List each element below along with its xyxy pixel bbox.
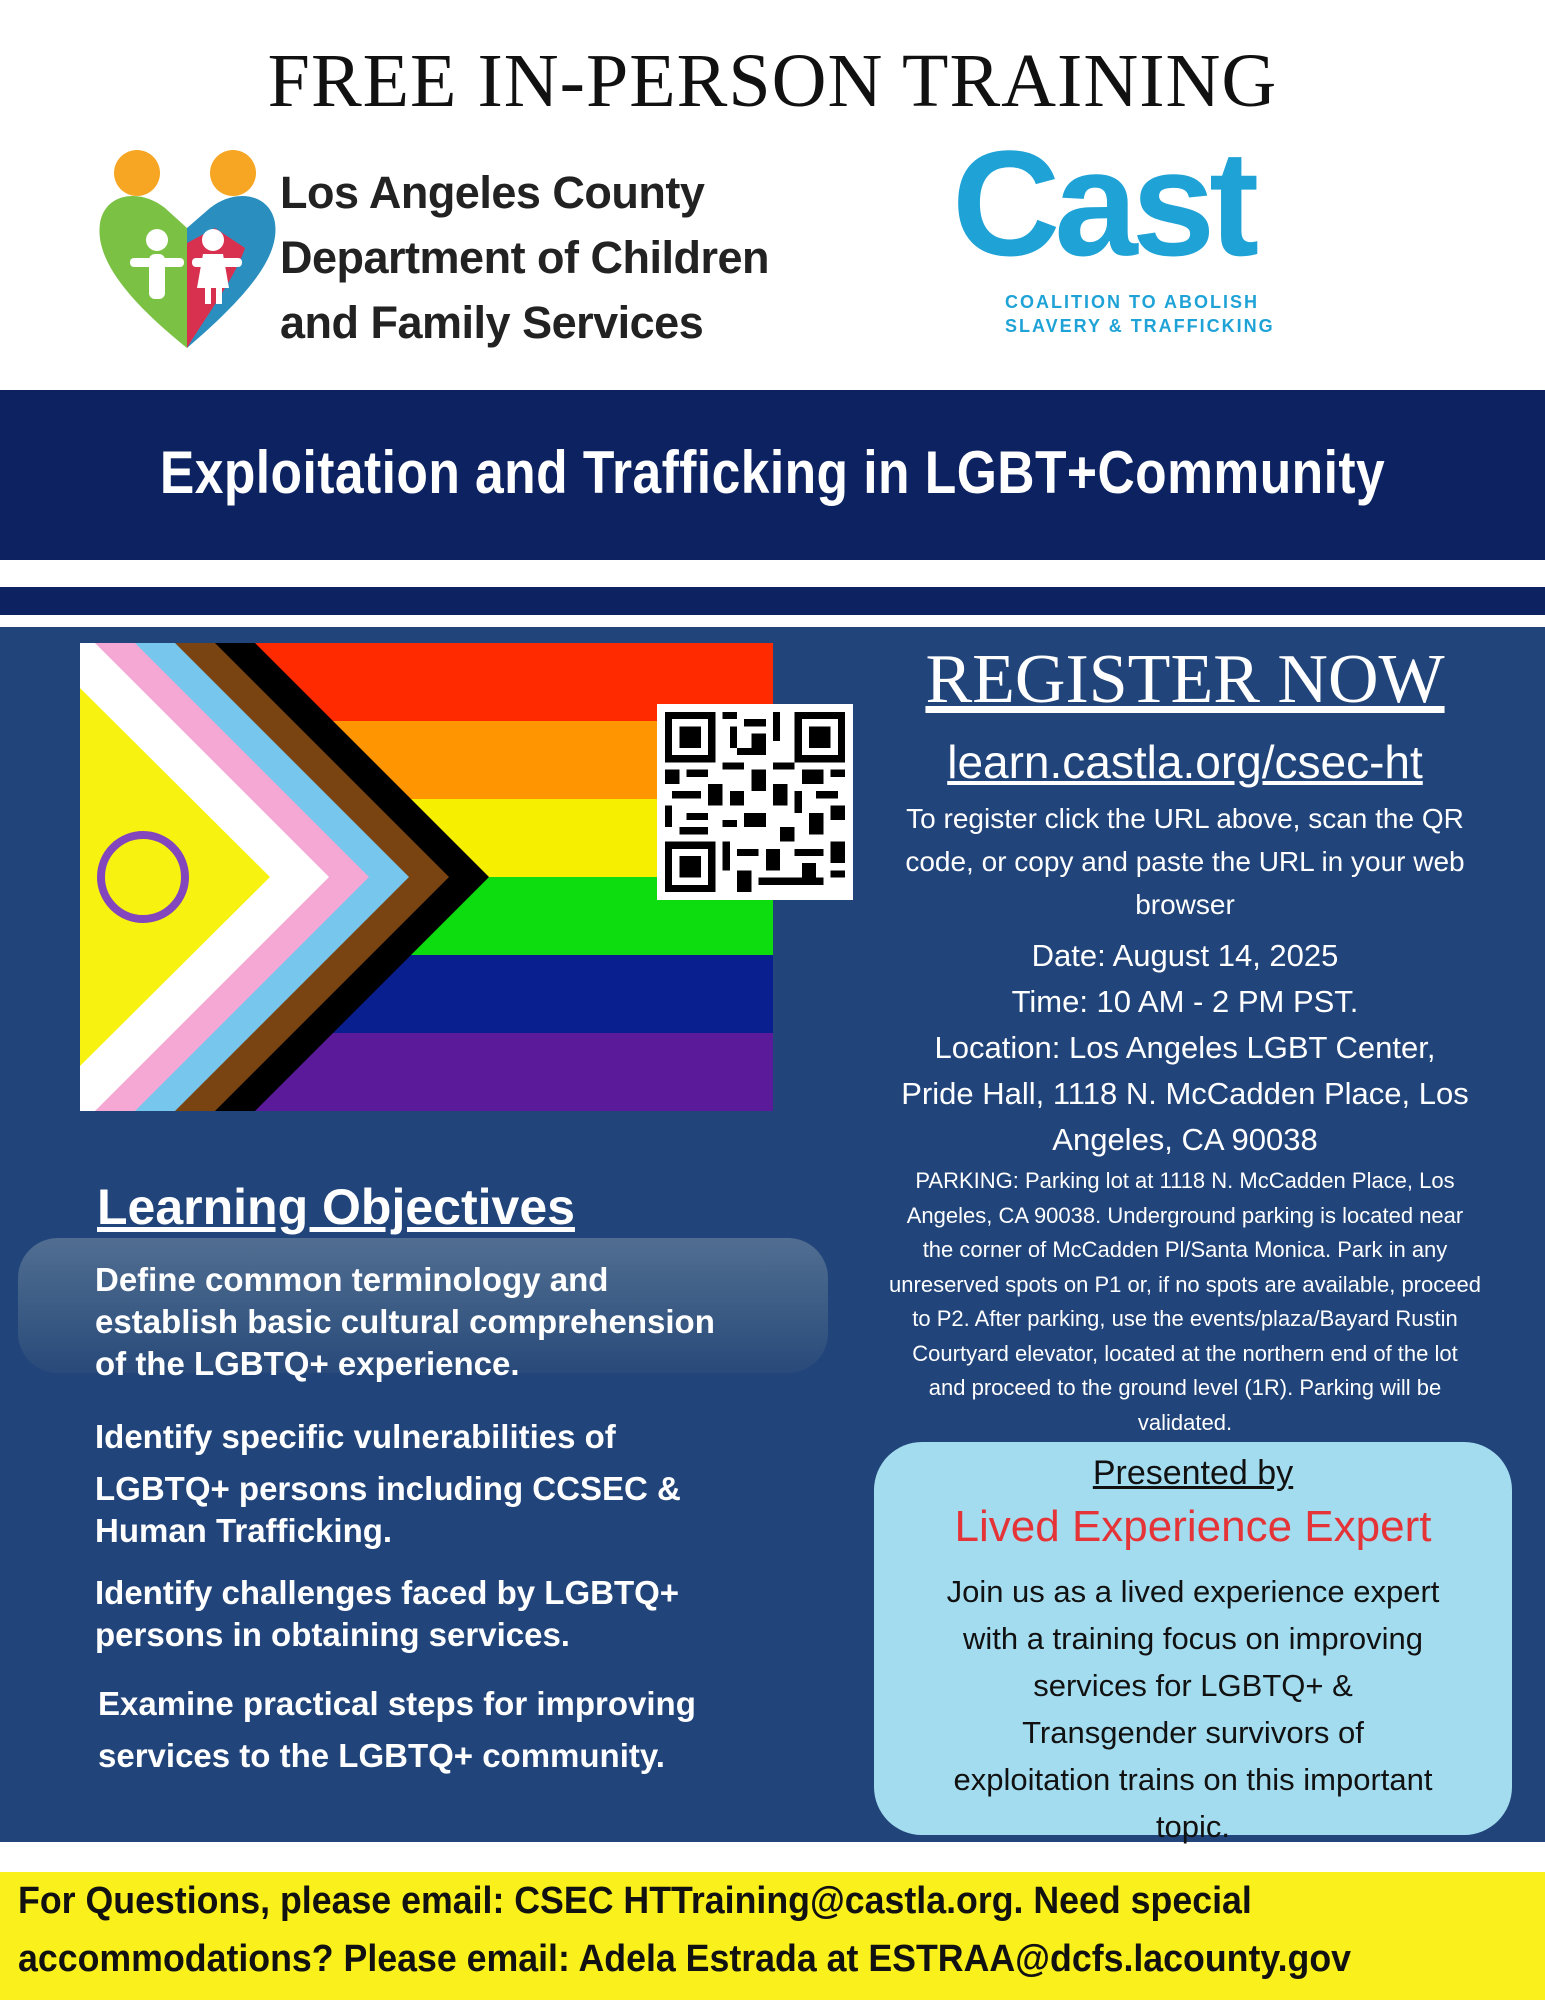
objective-line: Human Trafficking. <box>95 1512 393 1549</box>
learning-objective-item <box>95 1259 715 1385</box>
learning-objectives-heading: Learning Objectives <box>97 1179 575 1235</box>
presenter-line: Join us as a lived experience expert <box>946 1574 1440 1609</box>
registration-instructions <box>870 797 1500 926</box>
presented-by-label: Presented by <box>1092 1454 1294 1492</box>
objective-line: persons in obtaining services. <box>95 1616 570 1653</box>
parking-line: PARKING: Parking lot at 1118 N. McCadden Place, Los <box>915 1168 1455 1193</box>
objective-line: of the LGBTQ+ experience. <box>95 1345 520 1382</box>
dcfs-name-line: and Family Services <box>280 297 704 348</box>
location-line: Angeles, CA 90038 <box>1052 1122 1318 1157</box>
cast-subtitle-line: COALITION TO ABOLISH <box>1005 292 1259 312</box>
instruction-line: To register click the URL above, scan the QR <box>906 803 1464 834</box>
objective-line: LGBTQ+ persons including CCSEC & <box>95 1470 681 1507</box>
parking-line: to P2. After parking, use the events/plaza/Bayard Rustin <box>912 1306 1458 1331</box>
dcfs-name <box>280 160 769 355</box>
parking-line: Courtyard elevator, located at the northern end of the lot <box>912 1340 1458 1366</box>
presenter-description <box>920 1568 1466 1850</box>
presenter-name: Lived Experience Expert <box>954 1502 1432 1551</box>
instruction-line: browser <box>1135 889 1235 920</box>
cast-wordmark: Cast <box>952 119 1254 287</box>
location-line: Location: Los Angeles LGBT Center, <box>934 1030 1436 1065</box>
footer-contact-line: accommodations? Please email: Adela Estrada at ESTRAA@dcfs.lacounty.gov <box>18 1938 1352 1980</box>
qr-code[interactable] <box>657 704 853 900</box>
registration-link[interactable]: learn.castla.org/csec-ht <box>947 736 1423 788</box>
objective-line: Identify challenges faced by LGBTQ+ <box>95 1574 680 1611</box>
presenter-line: Transgender survivors of <box>1022 1715 1364 1750</box>
dcfs-name-line: Department of Children <box>280 232 770 283</box>
training-title: Exploitation and Trafficking in LGBT+Community <box>159 439 1386 506</box>
cast-subtitle <box>1005 290 1275 338</box>
parking-line: unreserved spots on P1 or, if no spots are available, proceed <box>889 1271 1481 1297</box>
objective-line: establish basic cultural comprehension <box>95 1303 715 1340</box>
footer-contact-line: For Questions, please email: CSEC HTTraining@castla.org. Need special <box>18 1880 1252 1922</box>
learning-objective-item <box>95 1572 679 1656</box>
dcfs-name-line: Los Angeles County <box>280 167 705 218</box>
presenter-line: topic. <box>1155 1809 1231 1844</box>
objective-line: Examine practical steps for improving <box>98 1685 696 1722</box>
objective-line: Identify specific vulnerabilities of <box>95 1418 616 1455</box>
learning-objective-item <box>95 1416 681 1552</box>
objective-line: Define common terminology and <box>95 1261 609 1298</box>
parking-line: validated. <box>1137 1409 1233 1435</box>
learning-objective-item <box>98 1678 696 1782</box>
parking-line: the corner of McCadden Pl/Santa Monica. Park in any <box>922 1237 1448 1262</box>
parking-line: and proceed to the ground level (1R). Parking will be <box>928 1375 1442 1400</box>
instruction-line: code, or copy and paste the URL in your web <box>905 846 1465 877</box>
divider-stripe <box>0 587 1545 615</box>
event-date: Date: August 14, 2025 <box>1031 938 1339 973</box>
cast-subtitle-line: SLAVERY & TRAFFICKING <box>1005 316 1275 336</box>
objective-line: services to the LGBTQ+ community. <box>98 1737 665 1774</box>
qr-code-icon <box>665 712 845 892</box>
event-time: Time: 10 AM - 2 PM PST. <box>1011 984 1359 1019</box>
presenter-line: with a training focus on improving <box>962 1621 1424 1656</box>
location-line: Pride Hall, 1118 N. McCadden Place, Los <box>901 1076 1469 1111</box>
presenter-line: exploitation trains on this important <box>953 1762 1433 1797</box>
family-heart-icon <box>95 148 280 358</box>
presenter-line: services for LGBTQ+ & <box>1033 1668 1353 1703</box>
event-location <box>860 1025 1510 1163</box>
parking-info <box>860 1164 1510 1440</box>
page-title: FREE IN-PERSON TRAINING <box>267 39 1278 123</box>
parking-line: Angeles, CA 90038. Underground parking is located near <box>906 1202 1464 1228</box>
register-now-heading: REGISTER NOW <box>925 641 1445 718</box>
